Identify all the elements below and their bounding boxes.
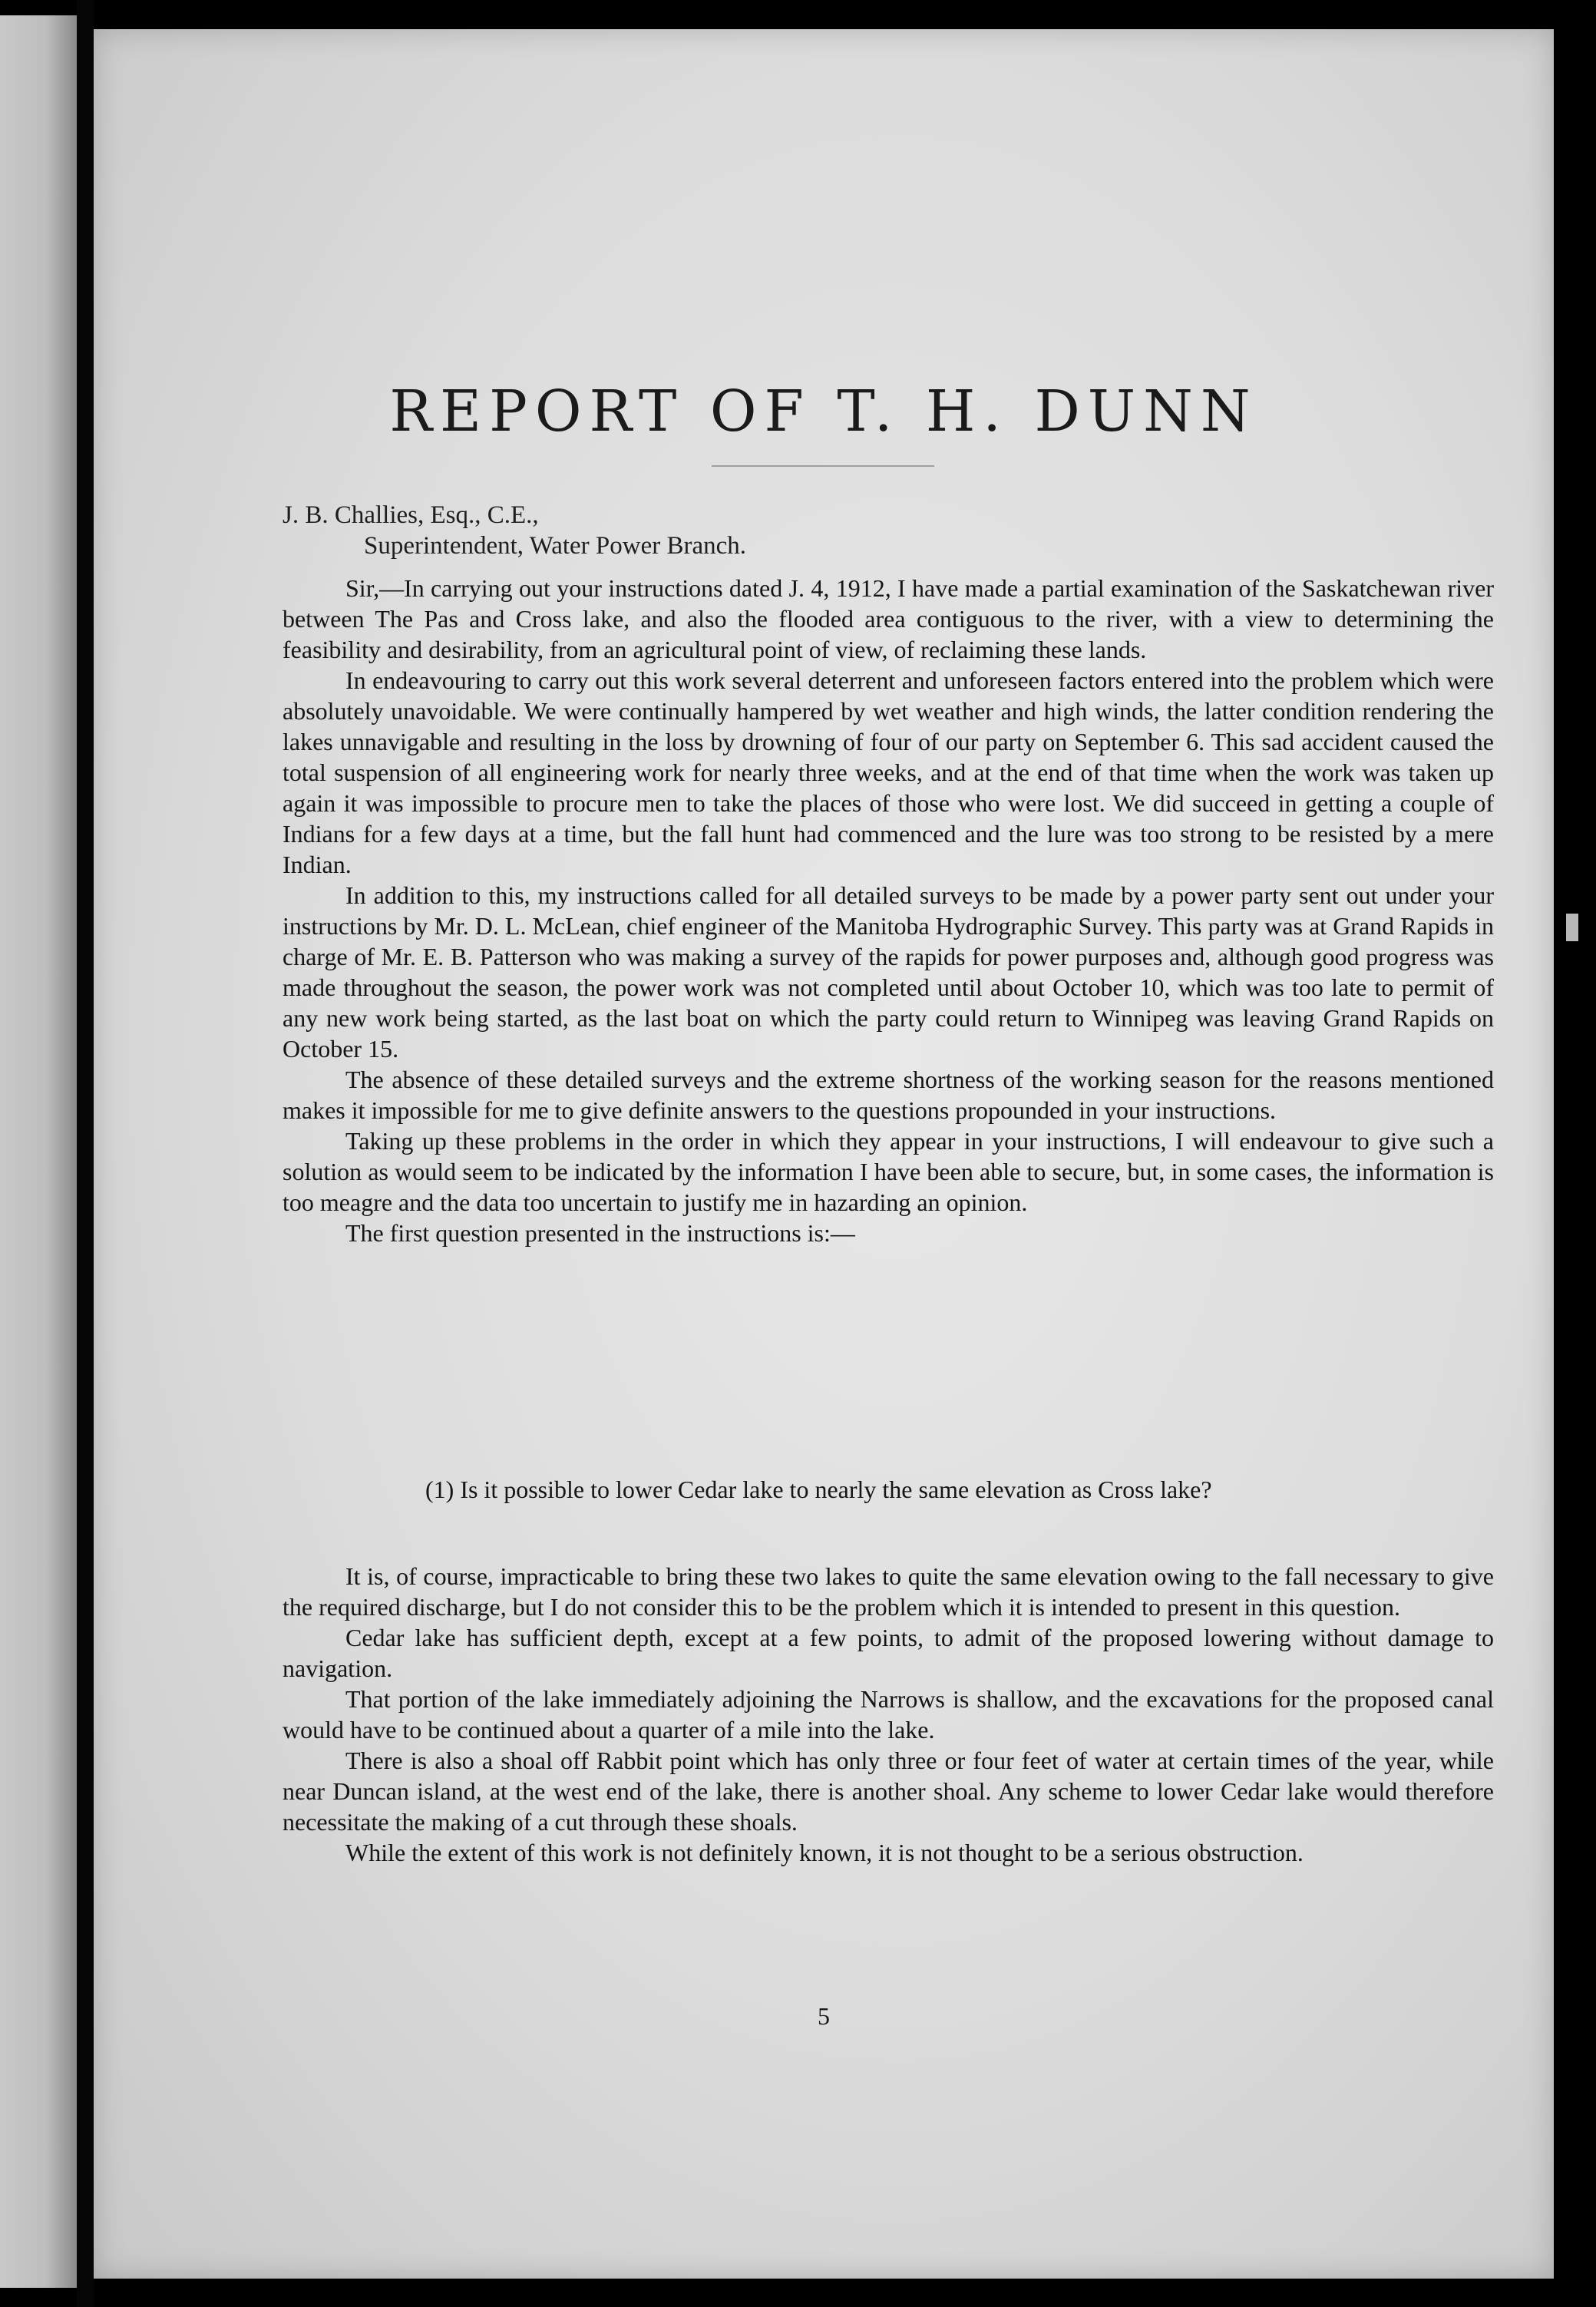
- page-number: 5: [818, 2002, 830, 2030]
- question-block: [283, 1474, 1494, 1505]
- paragraph: While the extent of this work is not definitely known, it is not thought to be a serious obstruction.: [345, 1839, 1304, 1866]
- paragraph: Taking up these problems in the order in which they appear in your instructions, I will endeavour to give such a solution as would seem to be indicated by the information I have been able to secure, but, in some cases, the information is too meagre and the data too uncertain to justify me in hazarding an opinion.: [283, 1127, 1494, 1216]
- paragraph: It is, of course, impracticable to bring these two lakes to quite the same elevation owing to the fall necessary to give the required discharge, but I do not consider this to be the problem which it is intended to present in this question.: [283, 1562, 1494, 1621]
- paragraph: That portion of the lake immediately adjoining the Narrows is shallow, and the excavations for the proposed canal would have to be continued about a quarter of a mile into the lake.: [283, 1685, 1494, 1743]
- right-scan-edge: [1554, 29, 1596, 2279]
- paragraph: In addition to this, my instructions called for all detailed surveys to be made by a power party sent out under your instructions by Mr. D. L. McLean, chief engineer of the Manitoba Hydrographic Survey. This party was at Grand Rapids in charge of Mr. E. B. Patterson who was making a survey of the rapids for power purposes and, although good progress was made throughout the season, the power work was not completed until about October 10, which was too late to permit of any new work being started, as the last boat on which the party could return to Winnipeg was leaving Grand Rapids on October 15.: [283, 881, 1494, 1063]
- book-spine: [77, 0, 94, 2307]
- paragraph: Cedar lake has sufficient depth, except at a few points, to admit of the proposed lowering without damage to navigation.: [283, 1624, 1494, 1682]
- paragraph: Sir,—In carrying out your instructions dated J. 4, 1912, I have made a partial examination of the Saskatchewan river between The Pas and Cross lake, and also the flooded area contiguous to the river, with a view to determining the feasibility and desirability, from an agricultural point of view, of reclaiming these lands.: [283, 574, 1494, 663]
- page-tab-mark: [1566, 914, 1578, 941]
- question-text: (1) Is it possible to lower Cedar lake to nearly the same elevation as Cross lake?: [425, 1476, 1212, 1503]
- paragraph: In endeavouring to carry out this work several deterrent and unforeseen factors entered into the problem which were absolutely unavoidable. We were continually hampered by wet weather and high winds, the latter condition rendering the lakes unnavigable and resulting in the loss by drowning of four of our party on September 6. This sad accident caused the total suspension of all engineering work for nearly three weeks, and at the end of that time when the work was taken up again it was impossible to procure men to take the places of those who were lost. We did succeed in getting a couple of Indians for a few days at a time, but the fall hunt had commenced and the lure was too strong to be resisted by a mere Indian.: [283, 666, 1494, 878]
- report-title: REPORT OF T. H. DUNN: [389, 378, 1258, 445]
- title-rule: [712, 465, 934, 467]
- report-body: [283, 573, 1494, 1248]
- document-page: [94, 29, 1554, 2279]
- paragraph: The first question presented in the instructions is:—: [345, 1219, 855, 1247]
- answer-body: [283, 1561, 1494, 1868]
- paragraph: The absence of these detailed surveys and the extreme shortness of the working season for the reasons mentioned makes it impossible for me to give definite answers to the questions propounded in your instructions.: [283, 1066, 1494, 1124]
- addressee-name: J. B. Challies, Esq., C.E.,: [283, 501, 539, 529]
- addressee-title: Superintendent, Water Power Branch.: [364, 532, 747, 560]
- paragraph: There is also a shoal off Rabbit point which has only three or four feet of water at certain times of the year, while near Duncan island, at the west end of the lake, there is another shoal. Any scheme to lower Cedar lake would therefore necessitate the making of a cut through these shoals.: [283, 1747, 1494, 1836]
- previous-page-edge: [0, 15, 77, 2288]
